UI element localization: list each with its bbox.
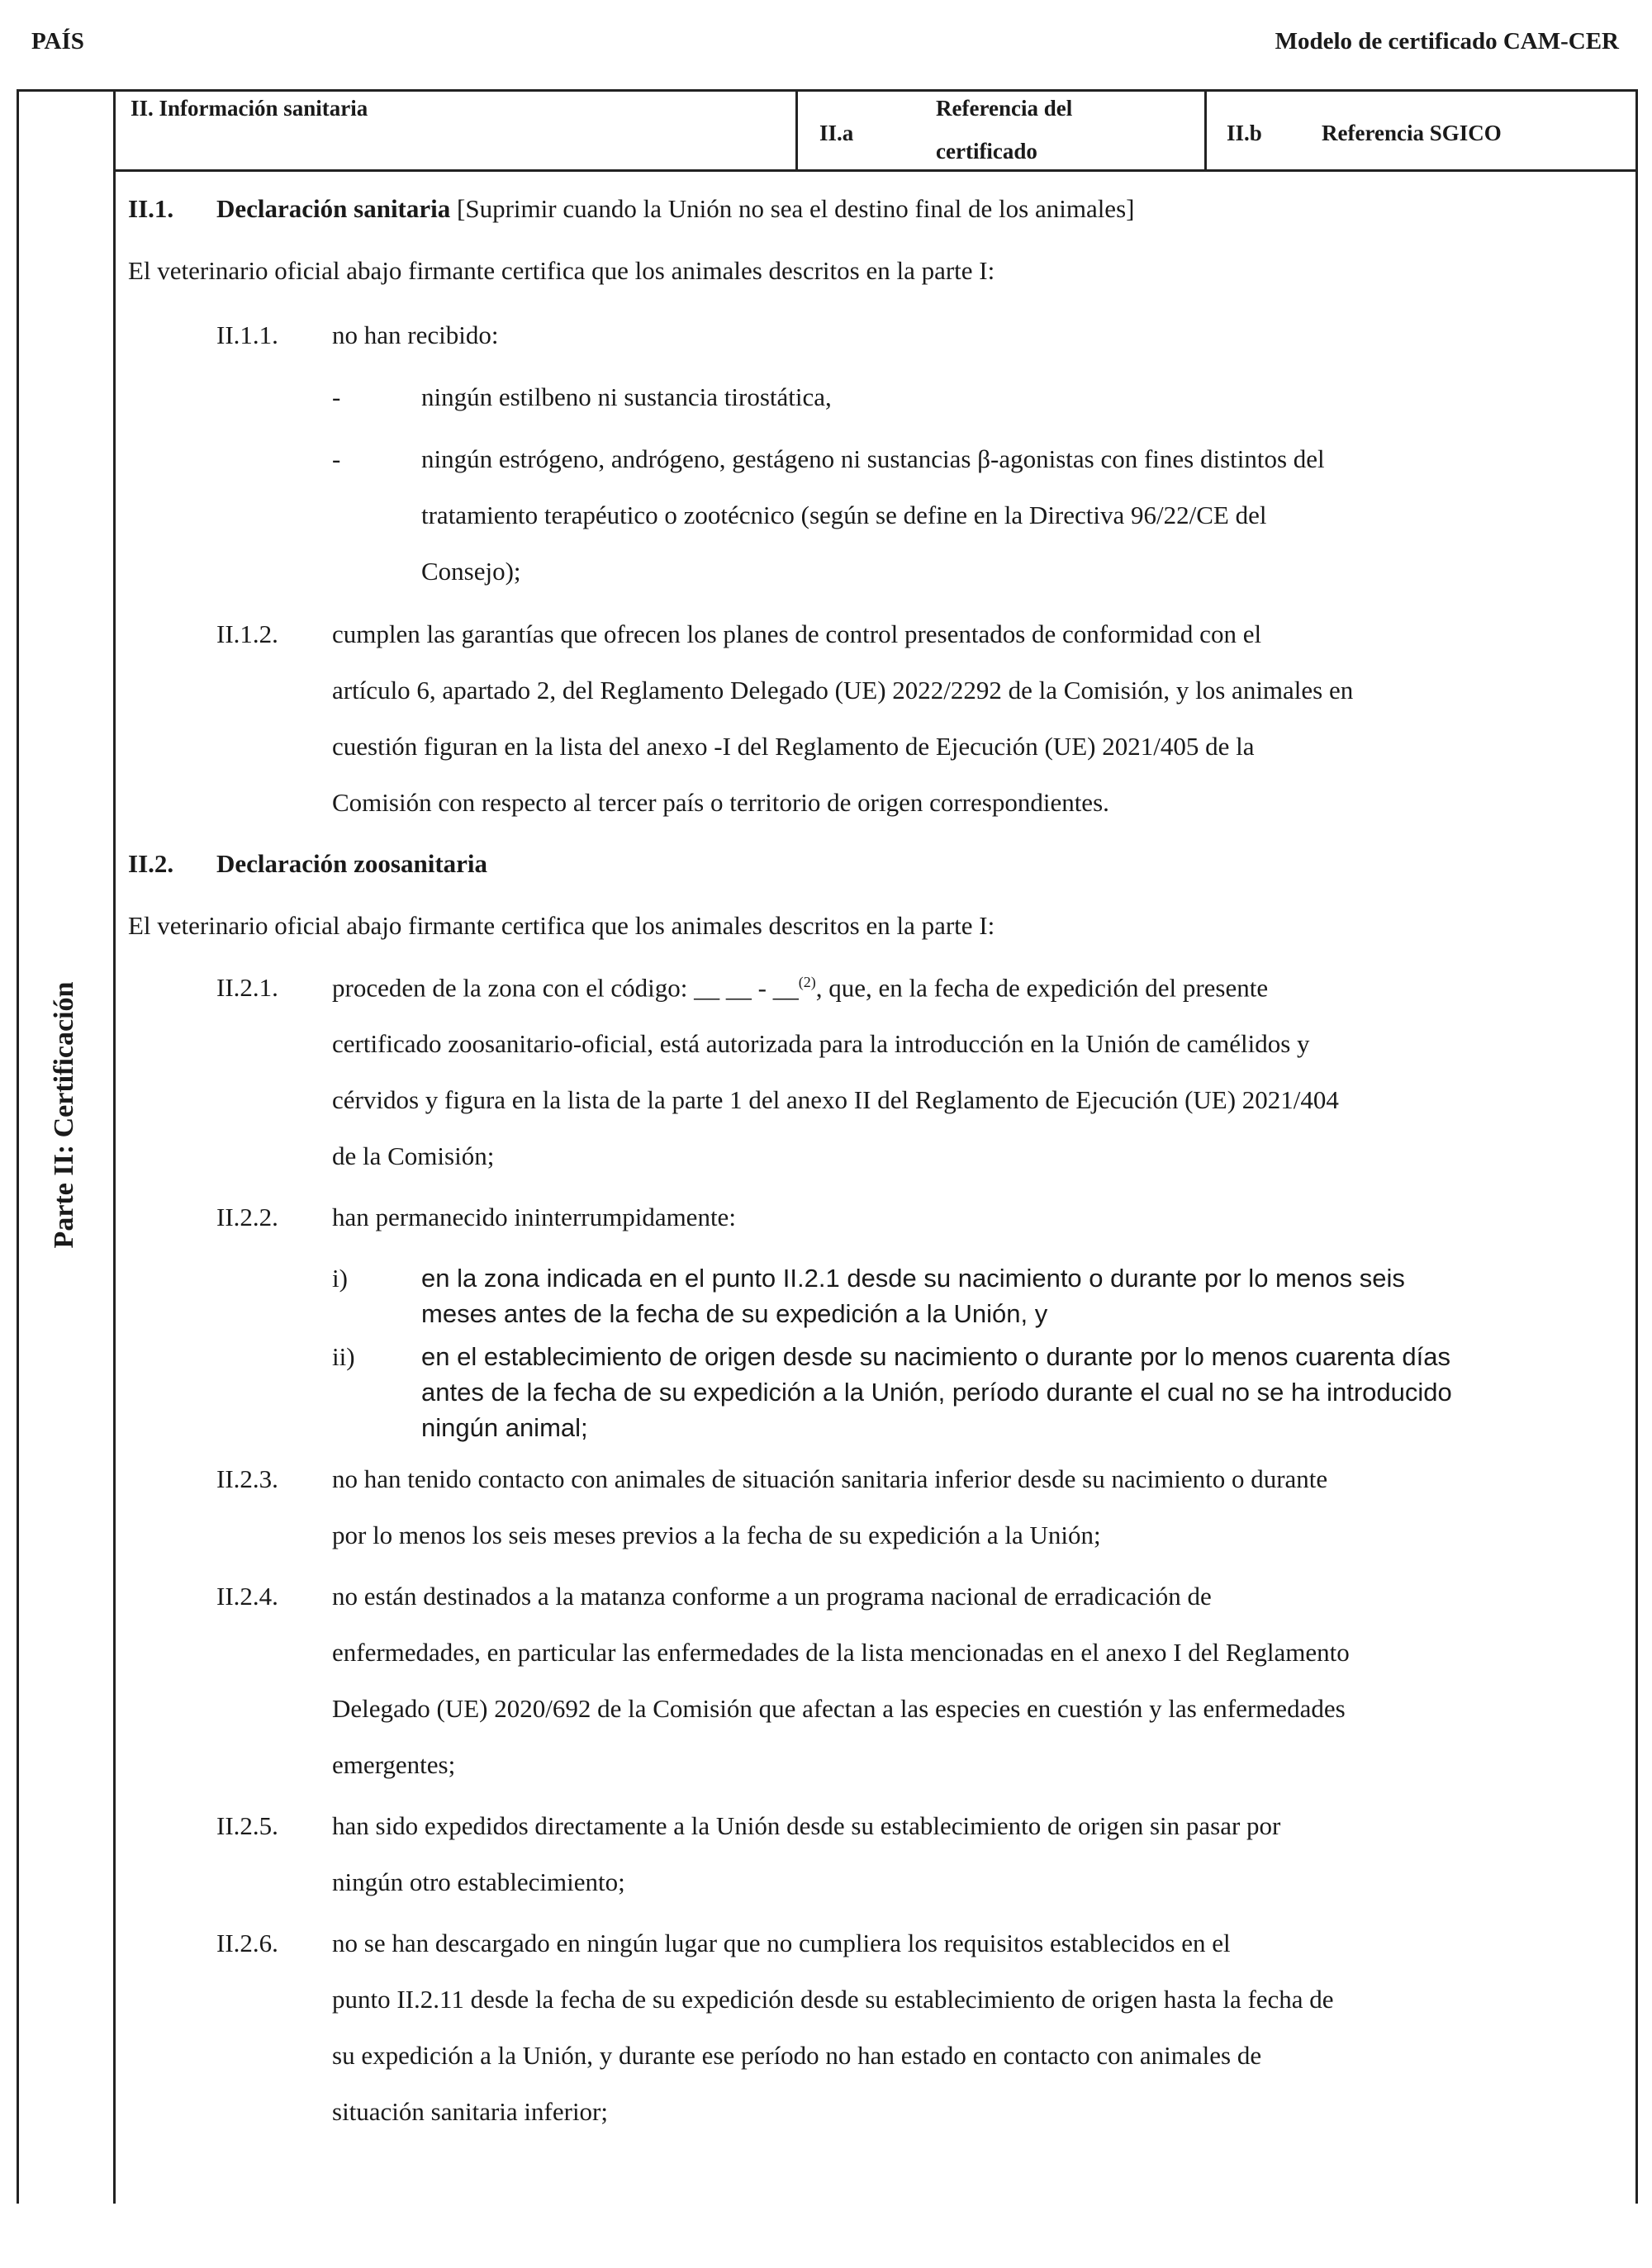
bullet-text: ningún estrógeno, andrógeno, gestágeno ni sustancias β-agonistas con fines distintos del	[421, 444, 1325, 473]
paragraph-text: punto II.2.11 desde la fecha de su expedición desde su establecimiento de origen hasta la fecha de	[332, 1985, 1334, 2014]
paragraph-text: no están destinados a la matanza conforme a un programa nacional de erradicación de	[332, 1582, 1212, 1611]
bullet-text: ningún estilbeno ni sustancia tirostática,	[421, 382, 832, 411]
paragraph-number: II.2.3.	[216, 1464, 278, 1493]
section-number: II.1.	[128, 194, 174, 223]
section-heading	[216, 196, 1134, 221]
ref-a-code: II.a	[819, 121, 854, 145]
intro-text: El veterinario oficial abajo firmante certifica que los animales descritos en la parte I:	[128, 256, 995, 285]
paragraph-text: certificado zoosanitario-oficial, está autorizada para la introducción en la Unión de camélidos y	[332, 1029, 1310, 1058]
roman-numeral: i)	[332, 1264, 348, 1293]
paragraph-text: Delegado (UE) 2020/692 de la Comisión que afectan a las especies en cuestión y las enfermedades	[332, 1694, 1346, 1723]
country-header: PAÍS	[31, 28, 84, 55]
section-title: Declaración zoosanitaria	[216, 849, 488, 878]
paragraph-text: han permanecido ininterrumpidamente:	[332, 1203, 736, 1231]
info-header-row	[116, 89, 1638, 172]
paragraph-text: no se han descargado en ningún lugar que no cumpliera los requisitos establecidos en el	[332, 1929, 1231, 1957]
intro-text: El veterinario oficial abajo firmante certifica que los animales descritos en la parte I:	[128, 911, 995, 940]
section-note: [Suprimir cuando la Unión no sea el destino final de los animales]	[457, 194, 1135, 223]
paragraph-text: artículo 6, apartado 2, del Reglamento Delegado (UE) 2022/2292 de la Comisión, y los animales en	[332, 676, 1354, 705]
paragraph-text: no han recibido:	[332, 320, 499, 349]
ref-b-code: II.b	[1227, 121, 1262, 145]
paragraph-text: enfermedades, en particular las enfermedades de la lista mencionadas en el anexo I del Reglamento	[332, 1638, 1350, 1667]
bullet-dash: -	[332, 382, 341, 411]
ref-b-label: Referencia SGICO	[1322, 121, 1502, 145]
certificate-model-header: Modelo de certificado CAM-CER	[1275, 28, 1619, 55]
zone-code-line-cont: , que, en la fecha de expedición del presente	[815, 973, 1269, 1003]
paragraph-text: han sido expedidos directamente a la Unión desde su establecimiento de origen sin pasar por	[332, 1811, 1281, 1840]
paragraph-number: II.1.2.	[216, 619, 278, 648]
roman-numeral: ii)	[332, 1342, 355, 1371]
zone-code-line: proceden de la zona con el código: __ __ - __	[332, 973, 799, 1003]
paragraph-text	[332, 973, 1269, 1003]
paragraph-text: ningún otro establecimiento;	[332, 1867, 625, 1896]
bullet-text: Consejo);	[421, 557, 521, 586]
paragraph-text: cérvidos y figura en la lista de la parte 1 del anexo II del Reglamento de Ejecución (UE) 2021/404	[332, 1085, 1339, 1114]
section-title: Declaración sanitaria	[216, 194, 451, 223]
paragraph-text: situación sanitaria inferior;	[332, 2097, 608, 2126]
paragraph-text: no han tenido contacto con animales de situación sanitaria inferior desde su nacimiento o durante	[332, 1464, 1328, 1493]
paragraph-text: su expedición a la Unión, y durante ese período no han estado en contacto con animales de	[332, 2041, 1262, 2070]
cell-divider	[795, 89, 798, 172]
section-number: II.2.	[128, 849, 174, 878]
bullet-dash: -	[332, 444, 341, 473]
paragraph-text: Comisión con respecto al tercer país o territorio de origen correspondientes.	[332, 788, 1109, 817]
cell-divider	[1204, 89, 1207, 172]
side-column-divider	[113, 89, 116, 2204]
roman-item-text: en el establecimiento de origen desde su nacimiento o durante por lo menos cuarenta días	[421, 1342, 1450, 1371]
paragraph-number: II.2.5.	[216, 1811, 278, 1840]
paragraph-text: por lo menos los seis meses previos a la fecha de su expedición a la Unión;	[332, 1521, 1101, 1549]
roman-item-text: en la zona indicada en el punto II.2.1 desde su nacimiento o durante por lo menos seis	[421, 1264, 1405, 1293]
paragraph-text: de la Comisión;	[332, 1141, 495, 1170]
paragraph-text: emergentes;	[332, 1750, 456, 1779]
section-title: II. Información sanitaria	[131, 96, 368, 121]
ref-a-label-cont: certificado	[936, 139, 1037, 164]
side-label-text: Parte II: Certificación	[49, 981, 79, 1249]
paragraph-number: II.2.6.	[216, 1929, 278, 1957]
bullet-text: tratamiento terapéutico o zootécnico (según se define en la Directiva 96/22/CE del	[421, 501, 1267, 529]
roman-item-text: antes de la fecha de su expedición a la Unión, período durante el cual no se ha introducido	[421, 1378, 1452, 1407]
roman-item-text: ningún animal;	[421, 1413, 588, 1442]
paragraph-text: cuestión figuran en la lista del anexo -I del Reglamento de Ejecución (UE) 2021/405 de la	[332, 732, 1255, 761]
paragraph-text: cumplen las garantías que ofrecen los planes de control presentados de conformidad con el	[332, 619, 1262, 648]
paragraph-number: II.2.2.	[216, 1203, 278, 1231]
paragraph-number: II.2.1.	[216, 973, 278, 1002]
footnote-ref: (2)	[798, 974, 816, 990]
ref-a-label: Referencia del	[936, 96, 1073, 121]
roman-item-text: meses antes de la fecha de su expedición a la Unión, y	[421, 1299, 1048, 1328]
paragraph-number: II.1.1.	[216, 320, 278, 349]
paragraph-number: II.2.4.	[216, 1582, 278, 1611]
